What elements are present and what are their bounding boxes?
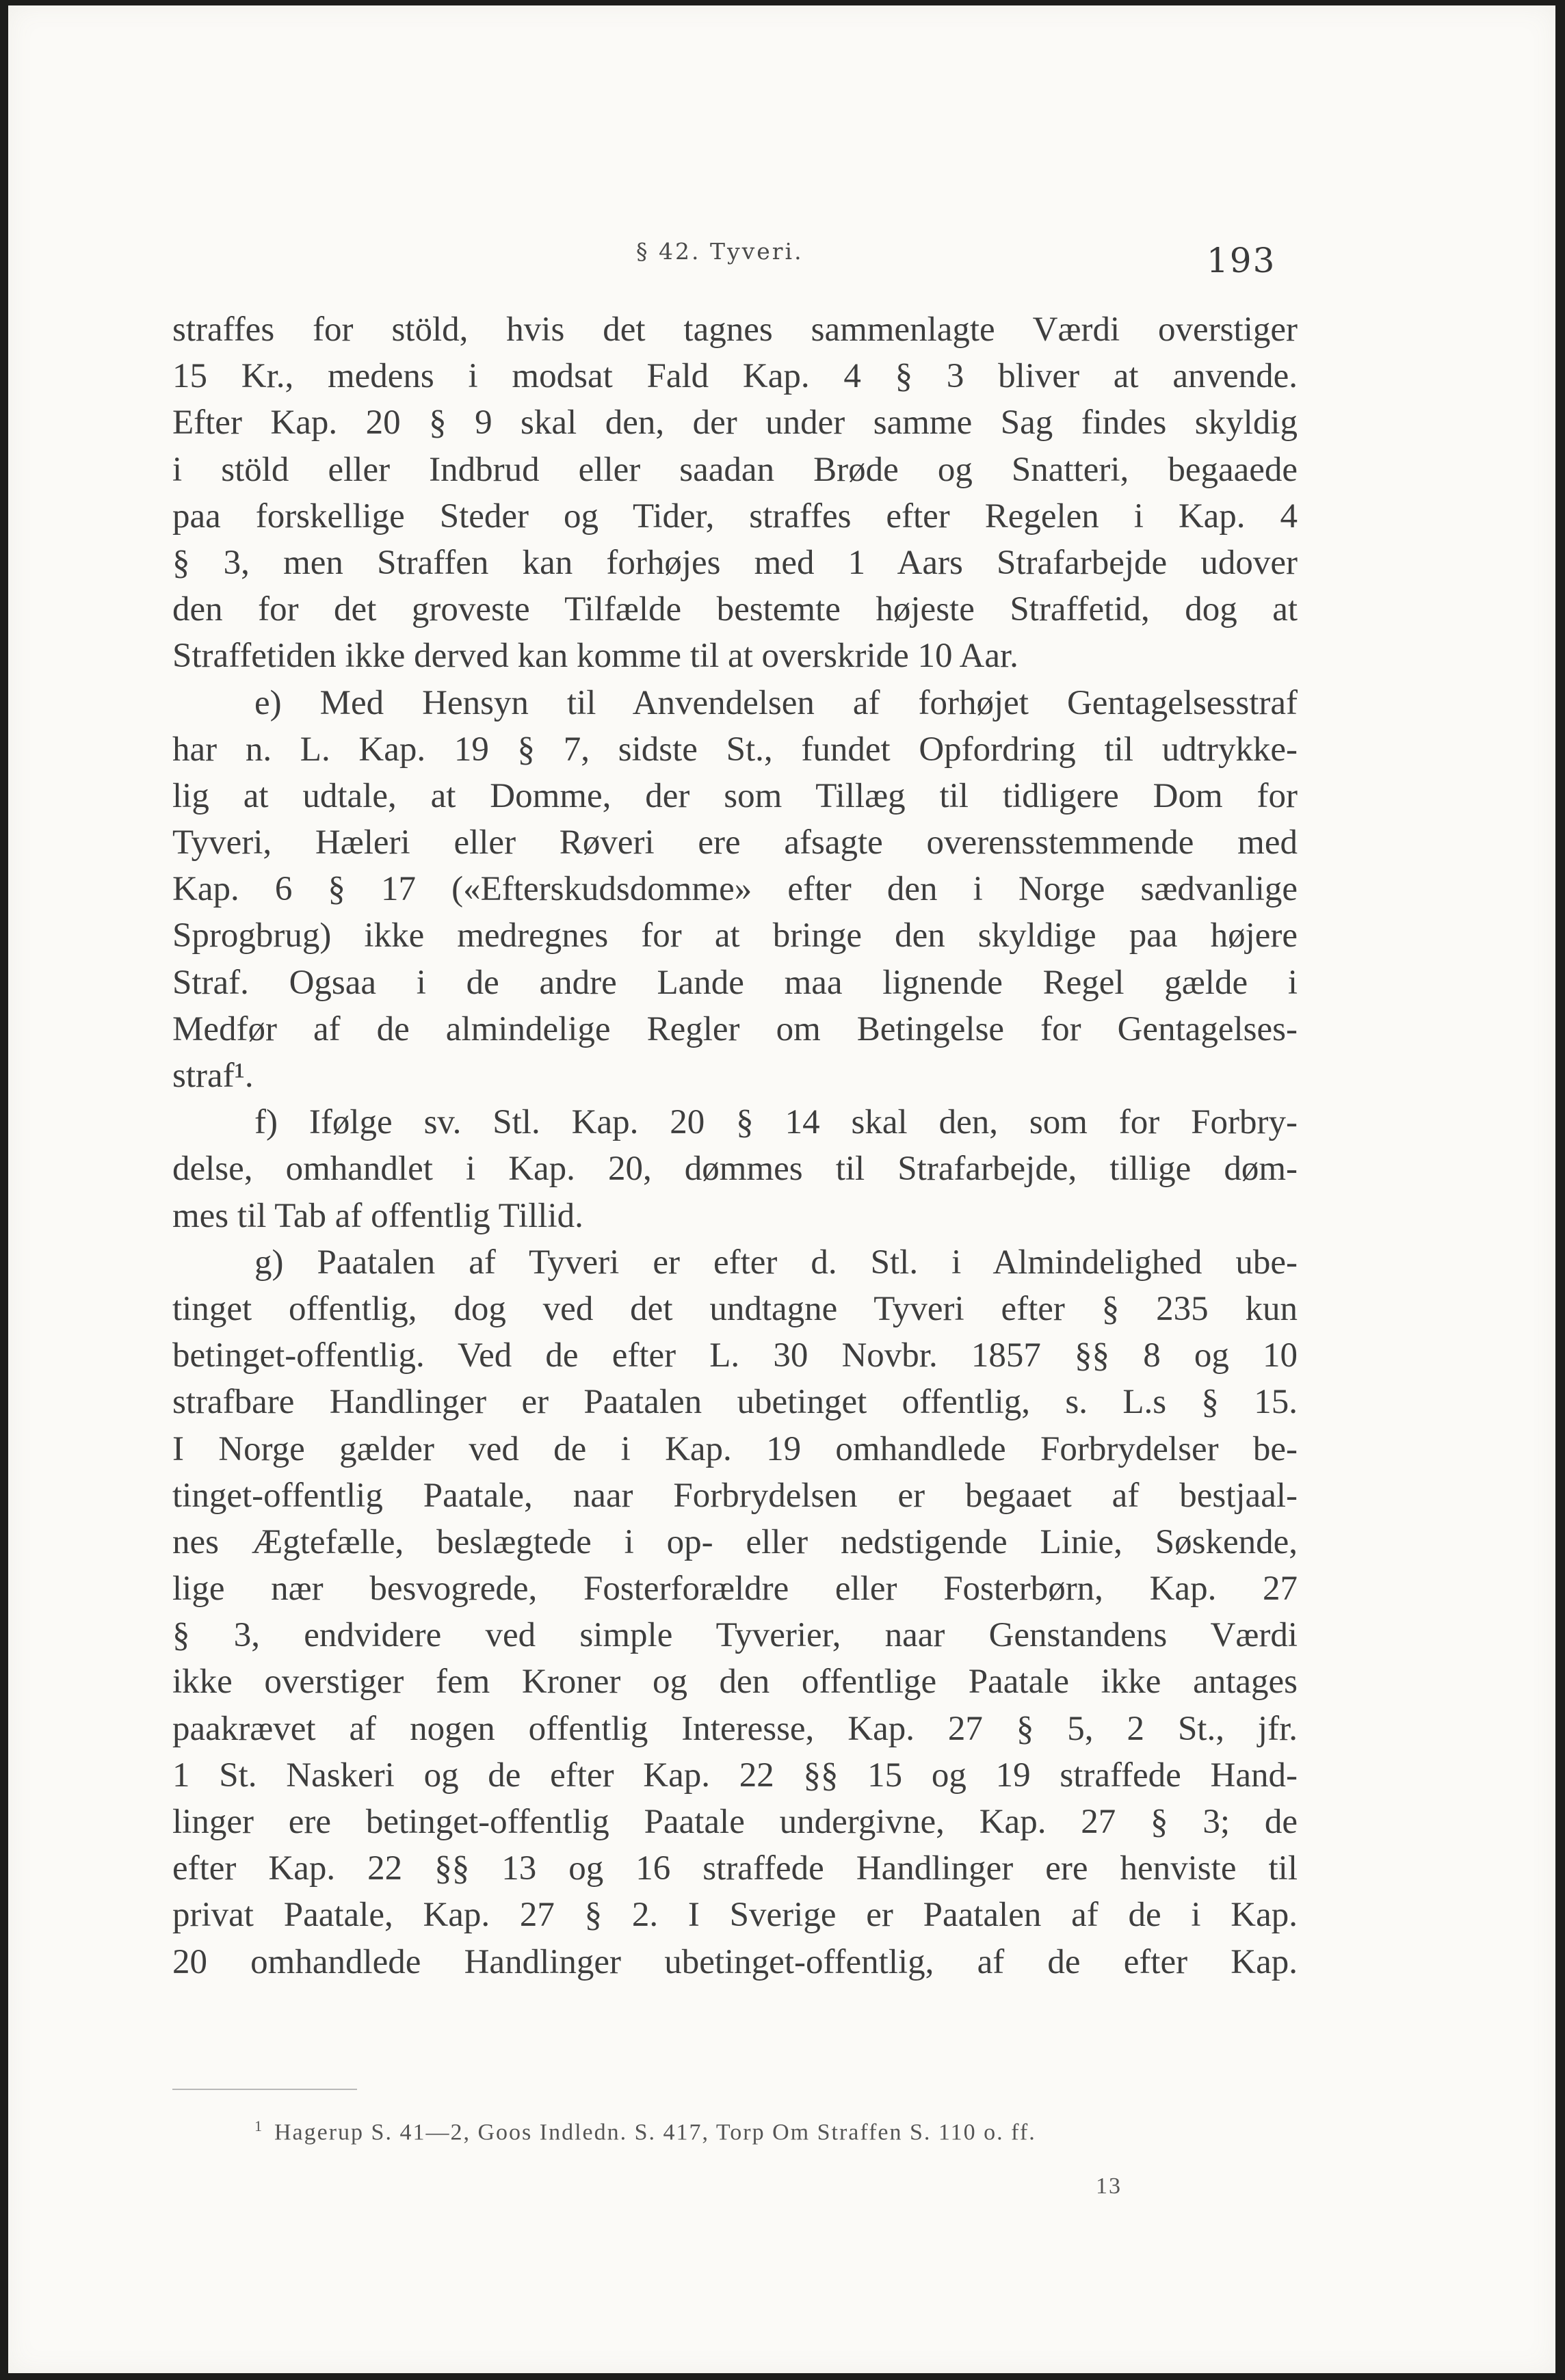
text-line: efter Kap. 22 §§ 13 og 16 straffede Handlinger ere henviste til xyxy=(172,1849,1298,1888)
text-line: strafbare Handlinger er Paatalen ubetinget offentlig, s. L.s § 15. xyxy=(172,1383,1298,1422)
text-line: Sprogbrug) ikke medregnes for at bringe den skyldige paa højere xyxy=(172,916,1298,955)
text-line: ikke overstiger fem Kroner og den offentlige Paatale ikke antages xyxy=(172,1663,1298,1702)
text-line: Efter Kap. 20 § 9 skal den, der under samme Sag findes skyldig xyxy=(172,404,1298,442)
footnote-marker: 1 xyxy=(254,2117,263,2134)
text-line: e) Med Hensyn til Anvendelsen af forhøjet Gentagelsesstraf xyxy=(254,683,1298,722)
text-line: i stöld eller Indbrud eller saadan Brøde og Snatteri, begaaede xyxy=(172,450,1298,489)
text-line: lig at udtale, at Domme, der som Tillæg til tidligere Dom for xyxy=(172,776,1298,815)
text-line: g) Paatalen af Tyveri er efter d. Stl. i Almindelighed ube- xyxy=(254,1243,1298,1282)
text-line: Tyveri, Hæleri eller Røveri ere afsagte overensstemmende med xyxy=(172,823,1298,862)
running-head: § 42. Tyveri. xyxy=(636,238,804,265)
text-line: paa forskellige Steder og Tider, straffes efter Regelen i Kap. 4 xyxy=(172,497,1298,536)
text-line: § 3, men Straffen kan forhøjes med 1 Aars Strafarbejde udover xyxy=(172,543,1298,582)
text-line: Medfør af de almindelige Regler om Betingelse for Gentagelses- xyxy=(172,1009,1298,1048)
text-line: privat Paatale, Kap. 27 § 2. I Sverige er Paatalen af de i Kap. xyxy=(172,1896,1298,1935)
text-line: Straffetiden ikke derved kan komme til at overskride 10 Aar. xyxy=(172,637,1018,676)
text-line: straffes for stöld, hvis det tagnes sammenlagte Værdi overstiger xyxy=(172,310,1298,349)
text-line: lige nær besvogrede, Fosterforældre eller Fosterbørn, Kap. 27 xyxy=(172,1570,1298,1609)
text-line: paakrævet af nogen offentlig Interesse, Kap. 27 § 5, 2 St., jfr. xyxy=(172,1709,1298,1748)
text-line: mes til Tab af offentlig Tillid. xyxy=(172,1196,583,1235)
text-line: betinget-offentlig. Ved de efter L. 30 Novbr. 1857 §§ 8 og 10 xyxy=(172,1336,1298,1375)
text-line: 15 Kr., medens i modsat Fald Kap. 4 § 3 bliver at anvende. xyxy=(172,357,1298,396)
text-line: den for det groveste Tilfælde bestemte højeste Straffetid, dog at xyxy=(172,590,1298,629)
text-line: Straf. Ogsaa i de andre Lande maa lignende Regel gælde i xyxy=(172,963,1298,1002)
book-page xyxy=(8,5,1555,2373)
page-number: 193 xyxy=(1207,241,1276,280)
text-line: f) Ifølge sv. Stl. Kap. 20 § 14 skal den, som for Forbry- xyxy=(254,1103,1298,1142)
text-line: tinget-offentlig Paatale, naar Forbrydelsen er begaaet af bestjaal- xyxy=(172,1476,1298,1515)
text-line: delse, omhandlet i Kap. 20, dømmes til Strafarbejde, tillige døm- xyxy=(172,1150,1298,1189)
page-header xyxy=(8,238,1555,279)
text-line: tinget offentlig, dog ved det undtagne Tyveri efter § 235 kun xyxy=(172,1289,1298,1328)
text-line: I Norge gælder ved de i Kap. 19 omhandlede Forbrydelser be- xyxy=(172,1429,1298,1468)
body-text xyxy=(172,306,1298,1985)
text-line: linger ere betinget-offentlig Paatale undergivne, Kap. 27 § 3; de xyxy=(172,1803,1298,1841)
text-line: § 3, endvidere ved simple Tyverier, naar Genstandens Værdi xyxy=(172,1616,1298,1655)
text-line: 20 omhandlede Handlinger ubetinget-offentlig, af de efter Kap. xyxy=(172,1942,1298,1981)
footnote-divider xyxy=(172,2089,357,2090)
text-line: Kap. 6 § 17 («Efterskudsdomme» efter den i Norge sædvanlige xyxy=(172,870,1298,909)
text-line: har n. L. Kap. 19 § 7, sidste St., fundet Opfordring til udtrykke- xyxy=(172,730,1298,769)
text-line: nes Ægtefælle, beslægtede i op- eller nedstigende Linie, Søskende, xyxy=(172,1522,1298,1561)
text-line: 1 St. Naskeri og de efter Kap. 22 §§ 15 og 19 straffede Hand- xyxy=(172,1756,1298,1795)
text-line: straf¹. xyxy=(172,1057,254,1095)
footnote-text: Hagerup S. 41—2, Goos Indledn. S. 417, Torp Om Straffen S. 110 o. ff. xyxy=(274,2119,1036,2145)
signature-mark: 13 xyxy=(1096,2173,1122,2199)
footnote xyxy=(254,2117,1294,2145)
